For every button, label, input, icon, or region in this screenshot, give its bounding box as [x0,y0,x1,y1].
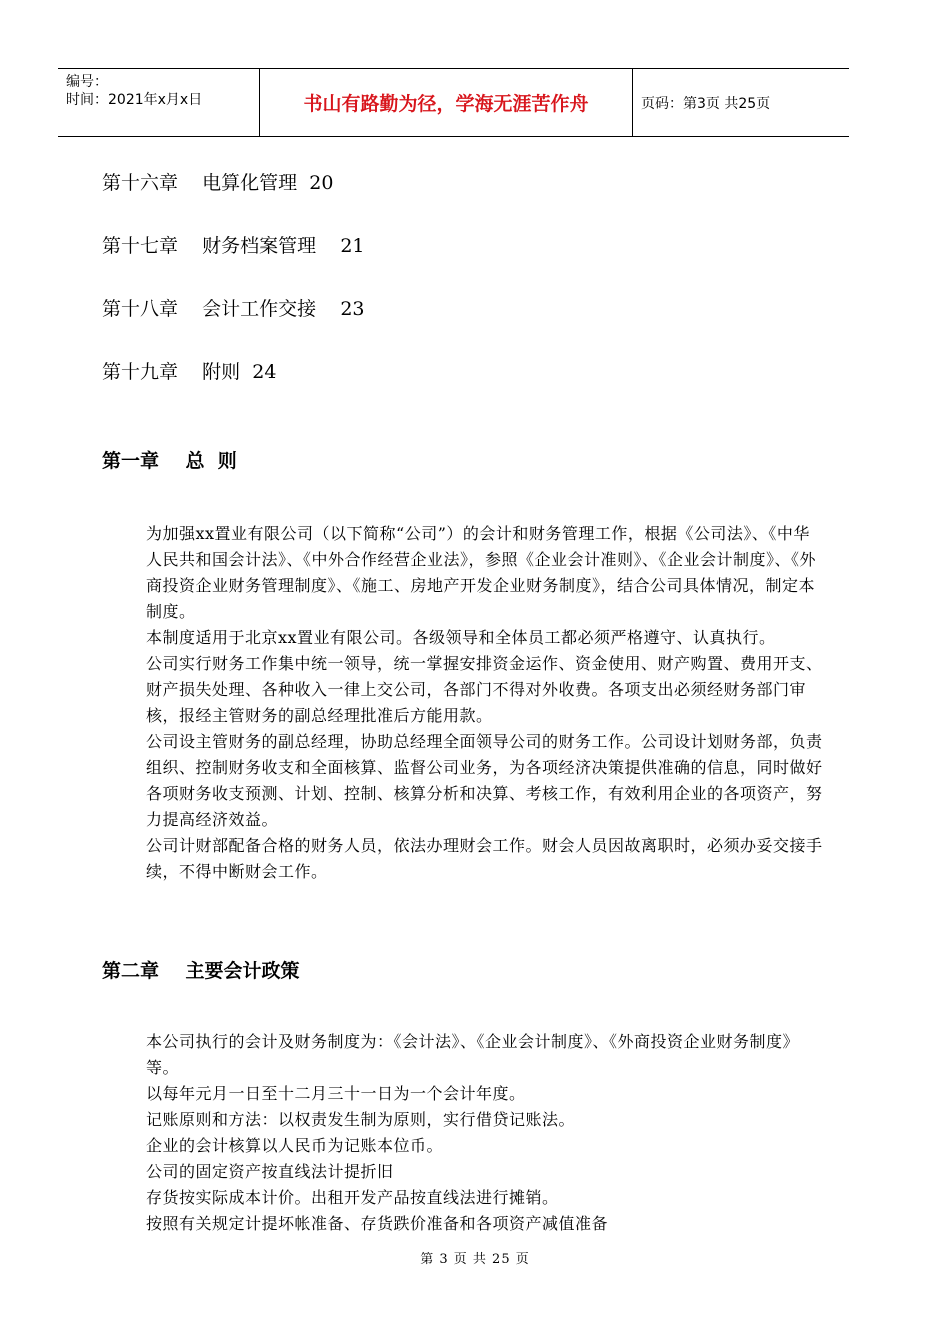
header-number-label: 编号： [66,74,108,90]
toc-entry: 第十八章 会计工作交接 23 [102,298,365,320]
paragraph: 按照有关规定计提坏帐准备、存货跌价准备和各项资产减值准备 [146,1214,609,1233]
paragraph: 本制度适用于北京xx置业有限公司。各级领导和全体员工都必须严格遵守、认真执行。 [146,628,776,647]
chapter-2-title: 第二章 主要会计政策 [102,960,300,982]
paragraph: 为加强xx置业有限公司（以下简称“公司”）的会计和财务管理工作，根据《公司法》、《中华人民共和国会计法》、《中外合作经营企业法》，参照《企业会计准则》、《企业会计制度》、《外商投资企业财务管理制度》、《施工、房地产开发企业财务制度》，结合公司具体情况，制定本制度。 [146,524,817,621]
paragraph: 公司设主管财务的副总经理，协助总经理全面领导公司的财务工作。公司设计划财务部，负责组织、控制财务收支和全面核算、监督公司业务，为各项经济决策提供准确的信息，同时做好各项财务收支预测、计划、控制、核算分析和决算、考核工作，有效利用企业的各项资产，努力提高经济效益。 [146,732,823,829]
page-header [58,68,849,137]
paragraph: 公司计财部配备合格的财务人员，依法办理财会工作。财会人员因故离职时，必须办妥交接手续，不得中断财会工作。 [146,836,823,881]
paragraph: 本公司执行的会计及财务制度为：《会计法》、《企业会计制度》、《外商投资企业财务制度》等。 [146,1032,800,1077]
toc-entry: 第十九章 附则 24 [102,361,277,383]
paragraph: 存货按实际成本计价。出租开发产品按直线法进行摊销。 [146,1188,559,1207]
chapter-1-body [146,521,826,885]
table-of-contents [102,168,365,420]
paragraph: 公司实行财务工作集中统一领导，统一掌握安排资金运作、资金使用、财产购置、费用开支、财产损失处理、各种收入一律上交公司，各部门不得对外收费。各项支出必须经财务部门审核，报经主管财务的副总经理批准后方能用款。 [146,654,823,725]
toc-entry: 第十七章 财务档案管理 21 [102,235,365,257]
header-meta [58,69,259,136]
paragraph: 企业的会计核算以人民币为记账本位币。 [146,1136,444,1155]
chapter-2-body [146,1029,826,1237]
chapter-1-title: 第一章 总 则 [102,450,237,472]
page-footer: 第 3 页 共 25 页 [420,1252,530,1267]
paragraph: 以每年元月一日至十二月三十一日为一个会计年度。 [146,1084,526,1103]
toc-entry: 第十六章 电算化管理 20 [102,172,334,194]
header-time-label: 时间：2021年x月x日 [66,92,203,108]
paragraph: 公司的固定资产按直线法计提折旧 [146,1162,394,1181]
header-page-info: 页码：第3页 共25页 [641,95,771,112]
header-motto: 书山有路勤为径，学海无涯苦作舟 [259,69,633,136]
paragraph: 记账原则和方法：以权责发生制为原则，实行借贷记账法。 [146,1110,576,1129]
